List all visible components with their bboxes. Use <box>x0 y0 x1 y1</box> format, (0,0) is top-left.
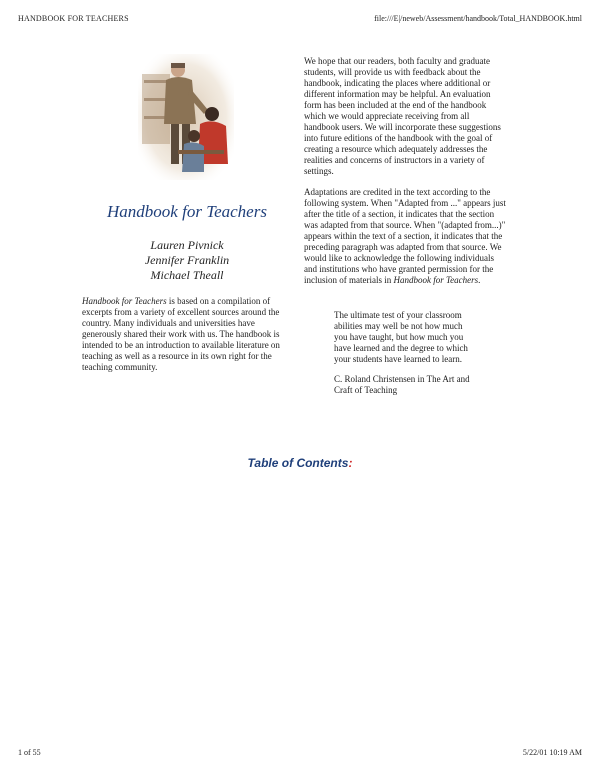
adaptations-title-ref: Handbook for Teachers <box>393 275 479 285</box>
adaptations-text: Adaptations are credited in the text according to the following system. When "Adapted from ..." appears just after the title of a section, it indicates that the section was adapted from that source. When "(adapted from...)" appears within the text of a section, it indicates that the preceding paragraph was adapted from that source. We would like to acknowledge the following individuals and institutions who have granted permission for the inclusion of materials in <box>304 187 506 285</box>
intro-text: is based on a compilation of excerpts from a variety of excellent sources around the country. Many individuals and universities have generously shared their work with us. The handbook is intended to be an introduction to available literature on teaching as well as a resource in its own right for the teaching community. <box>82 296 280 372</box>
header-file-path: file:///E|/neweb/Assessment/handbook/Total_HANDBOOK.html <box>374 14 582 23</box>
handbook-title: Handbook for Teachers <box>107 202 267 221</box>
print-timestamp: 5/22/01 10:19 AM <box>522 748 582 757</box>
christensen-quote <box>334 310 496 405</box>
right-column <box>304 56 506 296</box>
quote-line: have learned and the degree to which <box>334 343 468 353</box>
feedback-paragraph: We hope that our readers, both faculty and graduate students, will provide us with feedback about the handbook, indicating the places where additional or different information may be helpful. An evaluation form has been included at the end of the handbook which we would appreciate receiving from all handbook users. We will incorporate these suggestions into future editions of the handbook with the goal of creating a resource which adequately addresses the realities and concerns of instructors in a variety of settings. <box>304 56 501 176</box>
author-name: Lauren Pivnick <box>150 238 224 252</box>
intro-paragraph <box>82 296 296 373</box>
author-name: Michael Theall <box>150 268 224 282</box>
author-name: Jennifer Franklin <box>144 253 230 267</box>
teacher-students-photo <box>138 54 234 180</box>
quote-line: your students have learned to learn. <box>334 354 462 364</box>
page-indicator: 1 of 55 <box>18 748 41 757</box>
attribution-line: C. Roland Christensen in The Art and <box>334 374 470 384</box>
quote-line: The ultimate test of your classroom <box>334 310 462 320</box>
quote-line: abilities may well be not how much <box>334 321 463 331</box>
quote-text <box>334 310 496 365</box>
author-list <box>82 238 292 283</box>
adaptations-end: . <box>478 275 481 285</box>
attribution-line: Craft of Teaching <box>334 385 398 395</box>
table-of-contents-heading <box>0 456 600 470</box>
toc-label: Table of Contents <box>247 456 349 470</box>
adaptations-paragraph <box>304 187 506 286</box>
header-title: HANDBOOK FOR TEACHERS <box>18 14 129 23</box>
toc-colon: : <box>348 456 353 470</box>
quote-line: you have taught, but how much you <box>334 332 464 342</box>
intro-title-ref: Handbook for Teachers <box>82 296 167 306</box>
quote-attribution <box>334 374 496 396</box>
